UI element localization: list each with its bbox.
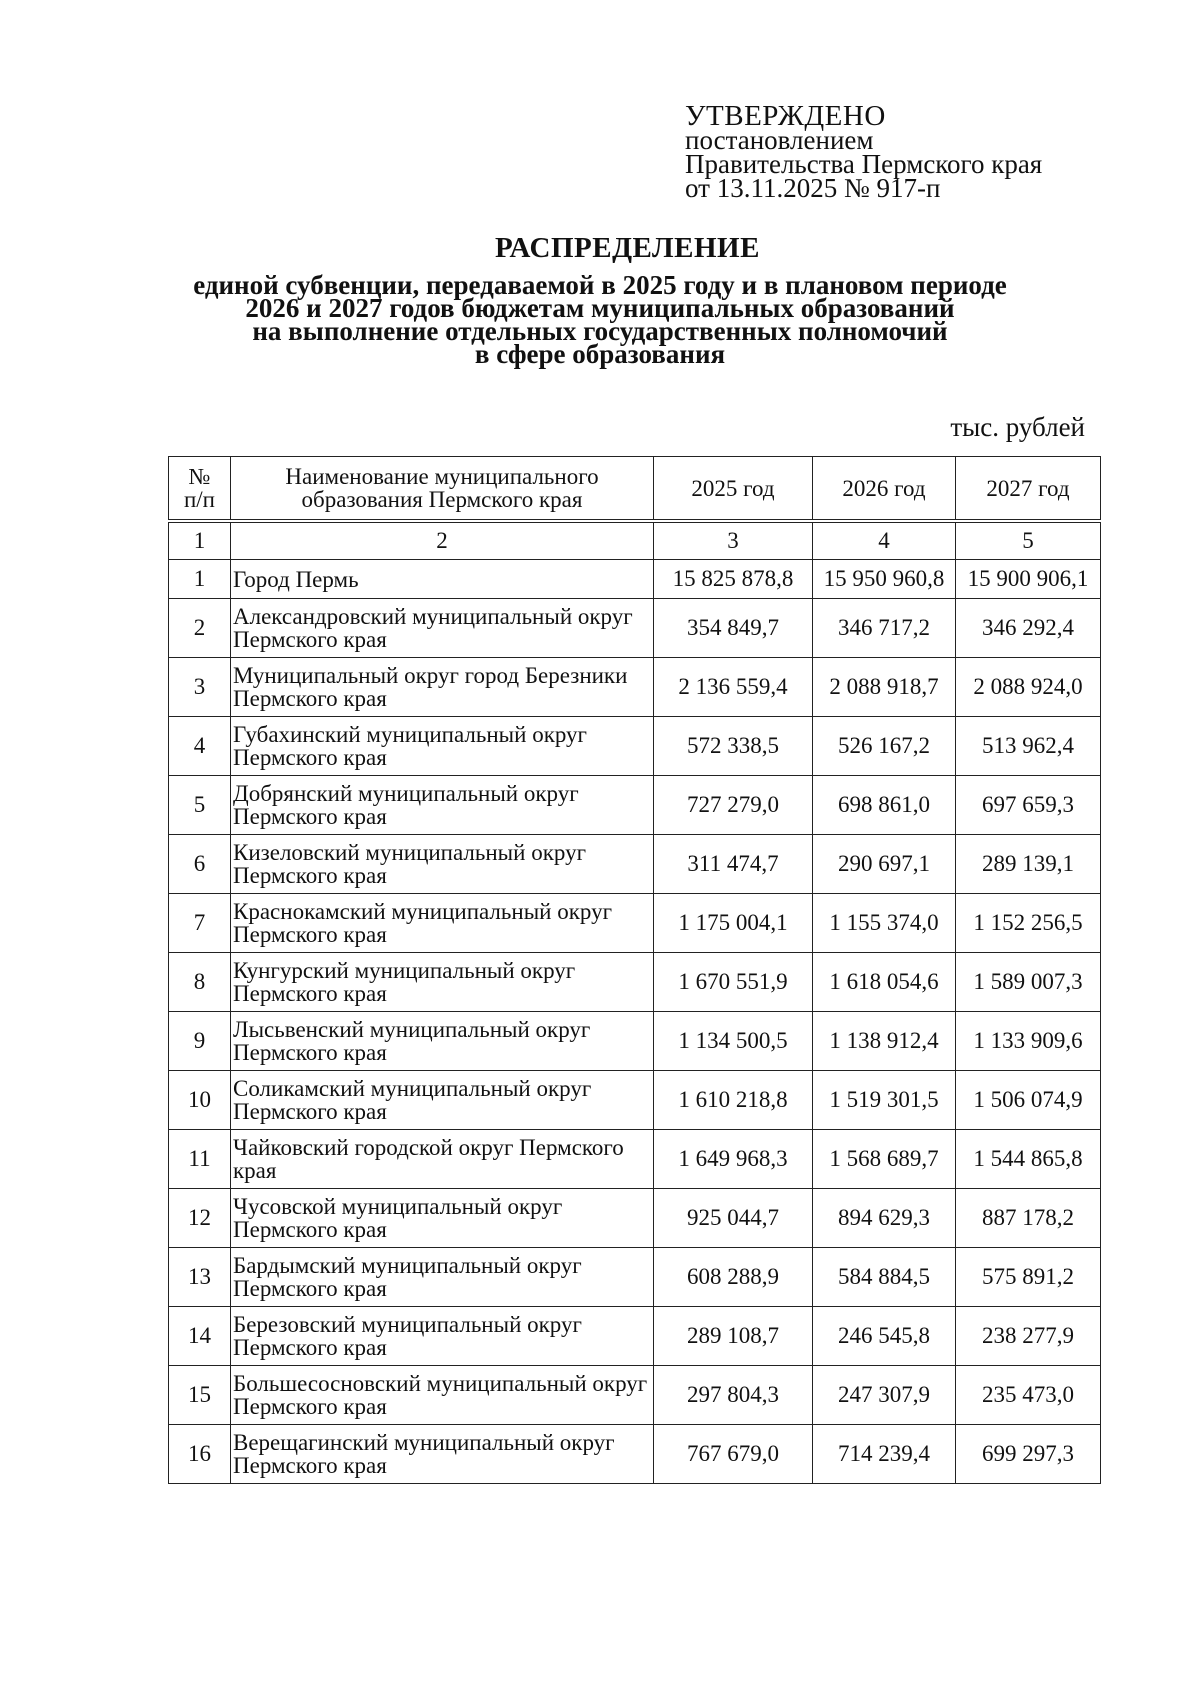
- value-2027: 289 139,1: [956, 835, 1101, 894]
- header-number-pp: п/п: [183, 487, 215, 512]
- municipality-name: Город Пермь: [231, 560, 654, 599]
- table-row: [169, 1307, 1101, 1366]
- value-2026: 2 088 918,7: [813, 658, 956, 717]
- value-2026: 698 861,0: [813, 776, 956, 835]
- row-number: 11: [169, 1130, 231, 1189]
- municipality-name: Кунгурский муниципальный округ Пермского края: [231, 953, 654, 1012]
- value-2027: 513 962,4: [956, 717, 1101, 776]
- header-name-line: образования Пермского края: [301, 487, 583, 512]
- value-2026: 346 717,2: [813, 599, 956, 658]
- value-2025: 608 288,9: [654, 1248, 813, 1307]
- value-2026: 247 307,9: [813, 1366, 956, 1425]
- municipality-name: Березовский муниципальный округ Пермского края: [231, 1307, 654, 1366]
- table-row: [169, 1189, 1101, 1248]
- document-title: РАСПРЕДЕЛЕНИЕ: [495, 232, 760, 264]
- value-2025: 354 849,7: [654, 599, 813, 658]
- table-row: [169, 658, 1101, 717]
- header-name-line: Наименование муниципального: [285, 464, 599, 489]
- units-label: тыс. рублей: [950, 412, 1085, 442]
- header-year-2026: 2026 год: [813, 457, 956, 522]
- table-row: [169, 560, 1101, 599]
- value-2026: 1 155 374,0: [813, 894, 956, 953]
- row-number: 15: [169, 1366, 231, 1425]
- approval-line-date-number: от 13.11.2025 № 917-п: [685, 173, 941, 203]
- value-2027: 346 292,4: [956, 599, 1101, 658]
- row-number: 3: [169, 658, 231, 717]
- row-number: 1: [169, 560, 231, 599]
- value-2027: 699 297,3: [956, 1425, 1101, 1484]
- value-2025: 2 136 559,4: [654, 658, 813, 717]
- subtitle-line: 2026 и 2027 годов бюджетам муниципальных образований: [245, 293, 955, 323]
- municipality-name: Чусовской муниципальный округ Пермского края: [231, 1189, 654, 1248]
- value-2025: 1 134 500,5: [654, 1012, 813, 1071]
- value-2025: 925 044,7: [654, 1189, 813, 1248]
- table-row: [169, 599, 1101, 658]
- value-2026: 1 568 689,7: [813, 1130, 956, 1189]
- value-2027: 238 277,9: [956, 1307, 1101, 1366]
- municipality-name: Александровский муниципальный округ Пермского края: [231, 599, 654, 658]
- header-year-2025: 2025 год: [654, 457, 813, 522]
- value-2025: 1 670 551,9: [654, 953, 813, 1012]
- table-row: [169, 1012, 1101, 1071]
- table-row: [169, 1071, 1101, 1130]
- value-2027: 235 473,0: [956, 1366, 1101, 1425]
- municipality-name: Муниципальный округ город Березники Пермского края: [231, 658, 654, 717]
- table-row: [169, 1248, 1101, 1307]
- value-2027: 15 900 906,1: [956, 560, 1101, 599]
- municipality-name: Губахинский муниципальный округ Пермского края: [231, 717, 654, 776]
- value-2027: 1 544 865,8: [956, 1130, 1101, 1189]
- header-number-sign: №: [188, 464, 211, 489]
- value-2025: 311 474,7: [654, 835, 813, 894]
- value-2027: 2 088 924,0: [956, 658, 1101, 717]
- value-2027: 887 178,2: [956, 1189, 1101, 1248]
- value-2025: 1 649 968,3: [654, 1130, 813, 1189]
- table-row: [169, 776, 1101, 835]
- row-number: 7: [169, 894, 231, 953]
- table-row: [169, 1425, 1101, 1484]
- value-2027: 697 659,3: [956, 776, 1101, 835]
- value-2025: 15 825 878,8: [654, 560, 813, 599]
- value-2026: 894 629,3: [813, 1189, 956, 1248]
- municipality-name: Большесосновский муниципальный округ Пермского края: [231, 1366, 654, 1425]
- municipality-name: Верещагинский муниципальный округ Пермского края: [231, 1425, 654, 1484]
- value-2027: 1 589 007,3: [956, 953, 1101, 1012]
- value-2026: 246 545,8: [813, 1307, 956, 1366]
- table-row: [169, 1130, 1101, 1189]
- column-number: 4: [813, 521, 956, 560]
- column-number: 2: [231, 521, 654, 560]
- table-row: [169, 953, 1101, 1012]
- distribution-table: [168, 456, 1101, 1484]
- column-number: 5: [956, 521, 1101, 560]
- row-number: 6: [169, 835, 231, 894]
- table-row: [169, 835, 1101, 894]
- approval-stamp: [685, 100, 1043, 203]
- column-number: 1: [169, 521, 231, 560]
- value-2027: 1 506 074,9: [956, 1071, 1101, 1130]
- municipality-name: Бардымский муниципальный округ Пермского края: [231, 1248, 654, 1307]
- value-2025: 1 610 218,8: [654, 1071, 813, 1130]
- municipality-name: Соликамский муниципальный округ Пермского края: [231, 1071, 654, 1130]
- value-2027: 1 152 256,5: [956, 894, 1101, 953]
- table-row: [169, 894, 1101, 953]
- row-number: 2: [169, 599, 231, 658]
- municipality-name: Лысьвенский муниципальный округ Пермского края: [231, 1012, 654, 1071]
- value-2026: 1 618 054,6: [813, 953, 956, 1012]
- approval-line-government: Правительства Пермского края: [685, 149, 1043, 179]
- value-2026: 1 138 912,4: [813, 1012, 956, 1071]
- table-row: [169, 1366, 1101, 1425]
- value-2025: 727 279,0: [654, 776, 813, 835]
- value-2025: 297 804,3: [654, 1366, 813, 1425]
- column-number-row: [169, 521, 1101, 560]
- header-municipality-name: [231, 457, 654, 522]
- row-number: 13: [169, 1248, 231, 1307]
- value-2026: 15 950 960,8: [813, 560, 956, 599]
- subtitle-line: на выполнение отдельных государственных полномочий: [252, 316, 948, 346]
- value-2026: 714 239,4: [813, 1425, 956, 1484]
- table-header-row: [169, 457, 1101, 522]
- header-number: [169, 457, 231, 522]
- subtitle-line: единой субвенции, передаваемой в 2025 году и в плановом периоде: [193, 270, 1007, 300]
- document-subtitle: [150, 270, 1050, 369]
- header-year-2027: 2027 год: [956, 457, 1101, 522]
- row-number: 4: [169, 717, 231, 776]
- row-number: 12: [169, 1189, 231, 1248]
- value-2025: 767 679,0: [654, 1425, 813, 1484]
- value-2027: 1 133 909,6: [956, 1012, 1101, 1071]
- value-2026: 1 519 301,5: [813, 1071, 956, 1130]
- row-number: 8: [169, 953, 231, 1012]
- value-2025: 289 108,7: [654, 1307, 813, 1366]
- value-2026: 290 697,1: [813, 835, 956, 894]
- column-number: 3: [654, 521, 813, 560]
- row-number: 14: [169, 1307, 231, 1366]
- value-2025: 1 175 004,1: [654, 894, 813, 953]
- row-number: 10: [169, 1071, 231, 1130]
- municipality-name: Краснокамский муниципальный округ Пермского края: [231, 894, 654, 953]
- approval-heading: УТВЕРЖДЕНО: [685, 100, 886, 132]
- approval-line-resolution: постановлением: [685, 125, 874, 155]
- value-2025: 572 338,5: [654, 717, 813, 776]
- row-number: 16: [169, 1425, 231, 1484]
- table-row: [169, 717, 1101, 776]
- row-number: 9: [169, 1012, 231, 1071]
- municipality-name: Добрянский муниципальный округ Пермского края: [231, 776, 654, 835]
- row-number: 5: [169, 776, 231, 835]
- value-2027: 575 891,2: [956, 1248, 1101, 1307]
- value-2026: 526 167,2: [813, 717, 956, 776]
- subtitle-line: в сфере образования: [474, 339, 726, 369]
- municipality-name: Кизеловский муниципальный округ Пермского края: [231, 835, 654, 894]
- value-2026: 584 884,5: [813, 1248, 956, 1307]
- municipality-name: Чайковский городской округ Пермского края: [231, 1130, 654, 1189]
